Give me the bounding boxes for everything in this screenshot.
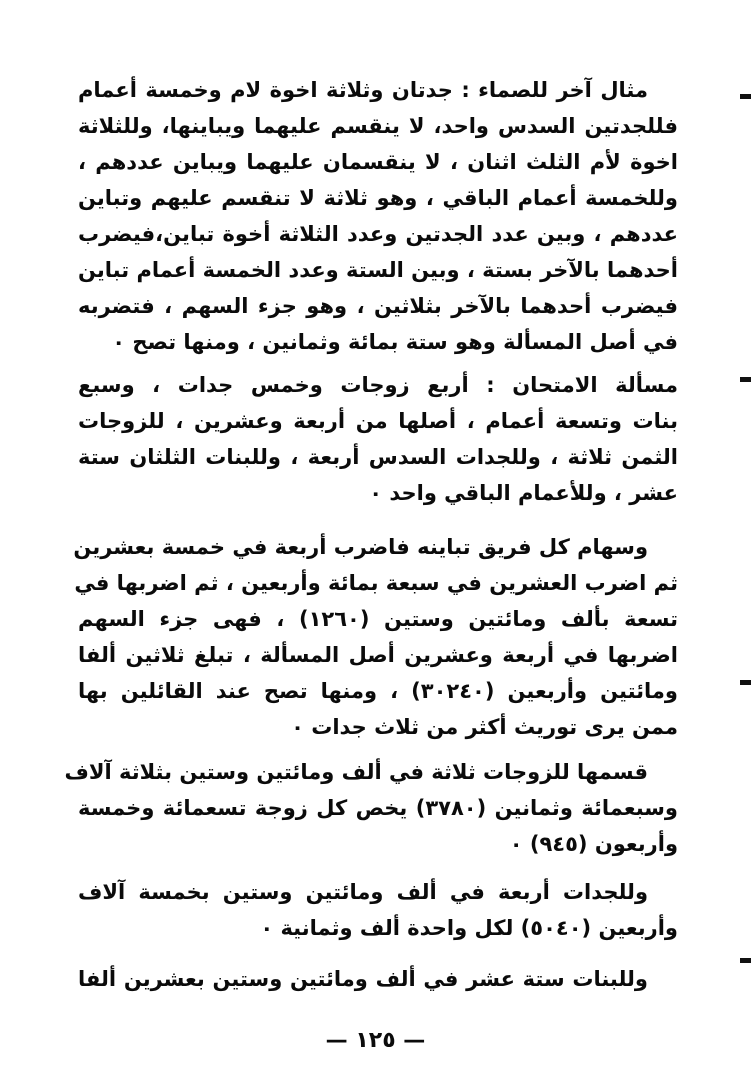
text-line: عددهم ، وبين عدد الجدتين وعدد الثلاثة أخوة تباين،فيضرب xyxy=(78,222,678,246)
text-line: اضربها في أربعة وعشرين أصل المسألة ، تبلغ ثلاثين ألفا xyxy=(78,643,678,667)
text-line: وللخمسة أعمام الباقي ، وهو ثلاثة لا تنقسم عليهم وتباين xyxy=(78,186,678,210)
text-line: وأربعون (٩٤٥) ٠ xyxy=(509,832,678,856)
text-line: تسعة بألف ومائتين وستين (١٢٦٠) ، فهى جزء السهم xyxy=(78,607,678,631)
margin-mark xyxy=(740,94,751,99)
text-line: وأربعين (٥٠٤٠) لكل واحدة ألف وثمانية ٠ xyxy=(260,916,678,940)
text-line: أحدهما بالآخر بستة ، وبين الستة وعدد الخمسة أعمام تباين xyxy=(78,258,678,282)
text-line: وسبعمائة وثمانين (٣٧٨٠) يخص كل زوجة تسعمائة وخمسة xyxy=(78,796,678,820)
text-line: ثم اضرب العشرين في سبعة بمائة وأربعين ، ثم اضربها في xyxy=(74,571,678,595)
page-number: — ١٢٥ — xyxy=(325,1028,426,1053)
text-line: قسمها للزوجات ثلاثة في ألف ومائتين وستين بثلاثة آلاف xyxy=(64,760,648,784)
paragraph-wives-share xyxy=(64,754,678,862)
paragraph-daughters-share xyxy=(78,961,678,997)
text-line: مسألة الامتحان : أربع زوجات وخمس جدات ، وسبع xyxy=(78,373,678,397)
text-line: ومائتين وأربعين (٣٠٢٤٠) ، ومنها تصح عند القائلين بها xyxy=(78,679,678,703)
margin-mark xyxy=(740,680,751,685)
text-line: وللبنات ستة عشر في ألف ومائتين وستين بعشرين ألفا xyxy=(78,967,648,991)
text-line: وللجدات أربعة في ألف ومائتين وستين بخمسة آلاف xyxy=(78,880,648,904)
text-line: فللجدتين السدس واحد، لا ينقسم عليهما ويباينها، وللثلاثة xyxy=(78,114,678,138)
paragraph-exam-question xyxy=(78,367,678,511)
margin-mark xyxy=(740,958,751,963)
text-line: اخوة لأم الثلث اثنان ، لا ينقسمان عليهما ويباين عددهم ، xyxy=(78,150,678,174)
text-line: عشر ، وللأعمام الباقي واحد ٠ xyxy=(369,481,678,505)
text-line: الثمن ثلاثة ، وللجدات السدس أربعة ، وللبنات الثلثان ستة xyxy=(78,445,678,469)
paragraph-example-sammaa xyxy=(78,72,678,360)
paragraph-grandmothers-share xyxy=(78,874,678,946)
text-line: فيضرب أحدهما بالآخر بثلاثين ، وهو جزء السهم ، فتضربه xyxy=(78,294,678,318)
text-line: وسهام كل فريق تباينه فاضرب أربعة في خمسة بعشرين xyxy=(73,535,648,559)
margin-mark xyxy=(740,377,751,382)
text-line: مثال آخر للصماء : جدتان وثلاثة اخوة لام وخمسة أعمام xyxy=(78,78,648,102)
paragraph-shares-calculation xyxy=(73,529,678,745)
text-line: بنات وتسعة أعمام ، أصلها من أربعة وعشرين ، للزوجات xyxy=(78,409,678,433)
text-line: ممن يرى توريث أكثر من ثلاث جدات ٠ xyxy=(291,715,678,739)
text-line: في أصل المسألة وهو ستة بمائة وثمانين ، ومنها تصح ٠ xyxy=(112,330,678,354)
